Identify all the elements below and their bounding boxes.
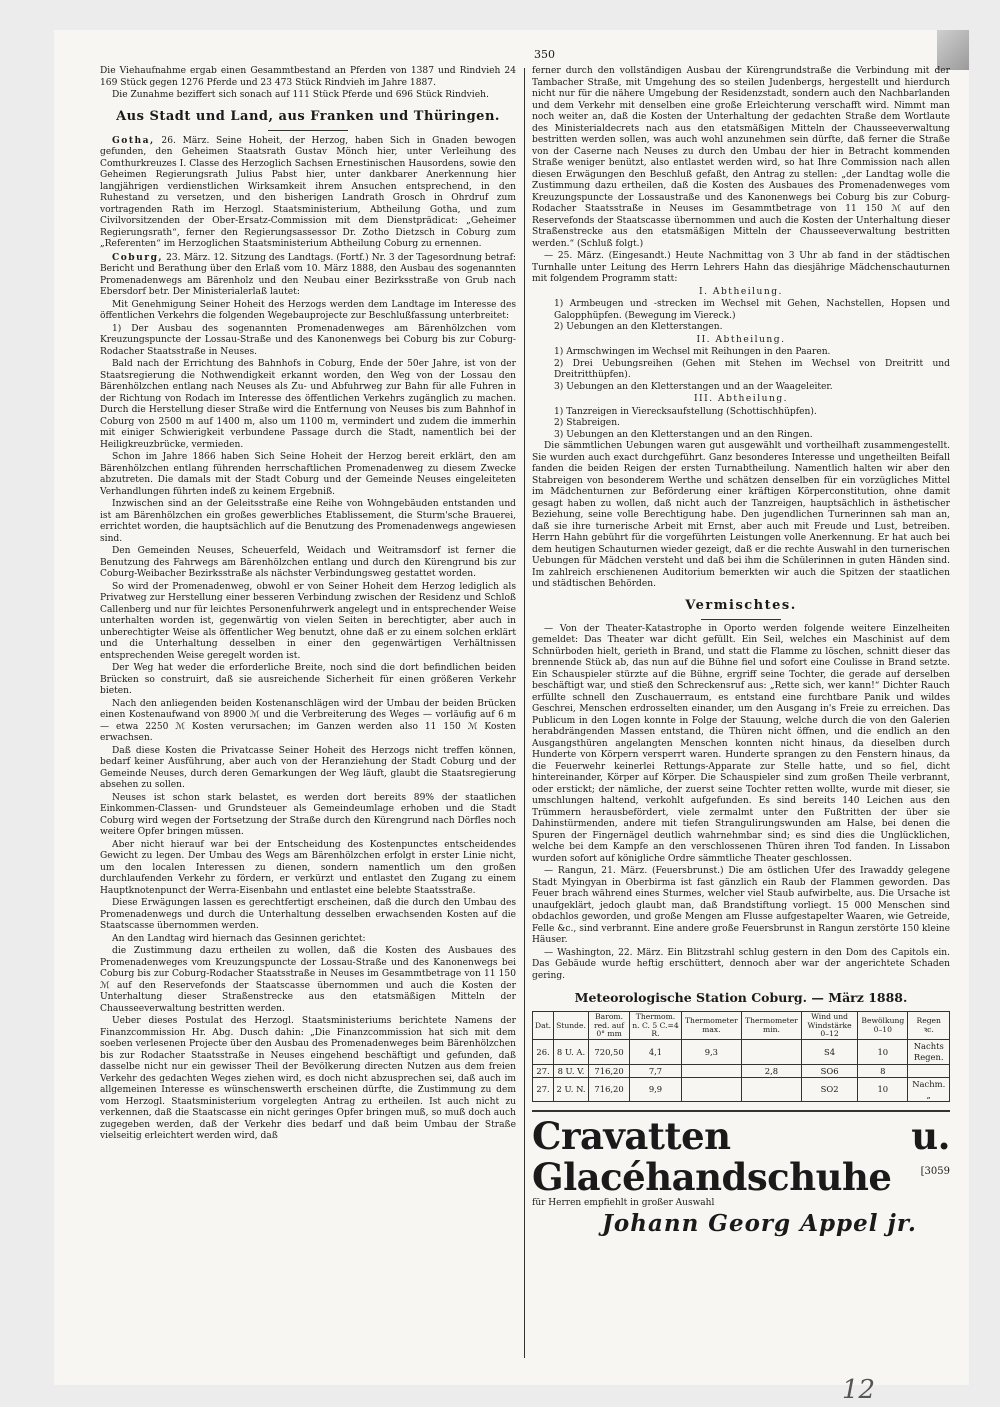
- paragraph: Aber nicht hierauf war bei der Entscheidung des Kostenpunctes entscheidendes Gewicht zu legen. Der Umbau des Wegs am Bärenhölzchen erfolgt in erster Linie nicht, um den localen Interessen zu dienen, sondern namentlich um den großen durchlaufenden Verkehr zu fördern, er verkürzt und entlastet den Zugang zu einem Hauptknotenpunct der Werra-Eisenbahn und entlastet eine belebte Staatsstraße.: [100, 839, 516, 896]
- paragraph: Neuses ist schon stark belastet, es werden dort bereits 89% der staatlichen Einkommen-Classen- und Grundsteuer als Gemeindeumlage erhoben und die Stadt Coburg wird wegen der Fortsetzung der Straße durch den Kürengrund nach Dörfles noch weitere Opfer bringen müssen.: [100, 792, 516, 838]
- section-rule: [268, 130, 348, 131]
- table-cell: 716,20: [588, 1078, 629, 1102]
- table-cell: 27.: [533, 1078, 554, 1102]
- table-row: [533, 1064, 950, 1078]
- paragraph: — 25. März. (Eingesandt.) Heute Nachmittag von 3 Uhr ab fand in der städtischen Turnhalle unter Leitung des Herrn Lehrers Hahn das diesjährige Mädchenschauturnen mit folgendem Programm statt:: [532, 251, 950, 284]
- program-item: 3) Uebungen an den Kletterstangen und an den Ringen.: [554, 429, 813, 440]
- paragraph: Diese Erwägungen lassen es gerechtfertigt erscheinen, daß die durch den Umbau des Promenadenwegs und durch die Unterhaltung desselben erwachsenden Kosten auf die Staatscasse übernommen werden.: [100, 898, 516, 932]
- weather-table: [532, 1011, 950, 1102]
- table-cell: 4,1: [630, 1040, 682, 1064]
- table-cell: 10: [858, 1040, 908, 1064]
- table-cell: SO6: [801, 1064, 857, 1078]
- intro-paragraph-2: Die Zunahme beziffert sich sonach auf 111 Stück Pferde und 696 Stück Rindvieh.: [112, 90, 489, 100]
- paragraph: ferner durch den vollständigen Ausbau der Kürengrundstraße die Verbindung mit der Tambacher Straße, mit Umgehung des so steilen Judenbergs, hergestellt und hierdurch nicht nur für die nähere Umgebung der Residenzstadt, sondern auch den Nachbarlanden und dem Verkehr mit denselben eine große Erleichterung verschafft wird. Nimmt man noch weiter an, daß die Kosten der Unterhaltung der gedachten Straße dem Wortlaute des Ministerialdecrets nach aus den etatsmäßigen Mitteln der Chausseeverwaltung bestritten werden sollen, was auch wohl anzunehmen sein dürfte, daß ferner die Straße von der Caserne nach Neuses zu durch den Umbau der hier in Betracht kommenden Straße weniger benützt, also entlastet werden wird, so hat Ihre Commission nach allen diesen Erwägungen den Beschluß gefaßt, den Antrag zu stellen: „der Landtag wolle die Zustimmung dazu ertheilen, daß die Kosten des Ausbaues des Promenadenweges vom Kreuzungspuncte der Lossaustraße und des Kanonenwegs bei Coburg bis zur Coburg-Rodacher Staatsstraße in Neuses im Gesammtbetrage von 11 150 ℳ auf den Reservefonds der Staatscasse übernommen und auch die Kosten der Unterhaltung dieser Straßenstrecke aus den etatsmäßigen Mitteln der Chausseeverwaltung bestritten werden.“ (Schluß folgt.): [532, 66, 950, 249]
- weather-header: Bewölkung 0–10: [858, 1012, 908, 1040]
- table-cell: [681, 1064, 741, 1078]
- newspaper-page: [54, 30, 969, 1405]
- column-divider: [524, 68, 525, 1358]
- program-item: 3) Uebungen an den Kletterstangen und an der Waageleiter.: [554, 381, 833, 392]
- paragraph: 1) Der Ausbau des sogenannten Promenadenweges am Bärenhölzchen vom Kreuzungspuncte der Lossau-Straße und des Kanonenwegs bei Coburg bis zur Coburg-Rodacher Staatsstraße in Neuses.: [100, 323, 516, 357]
- table-row: [533, 1040, 950, 1064]
- scan-edge: [937, 30, 969, 70]
- program-item: 1) Armbeugen und -strecken im Wechsel mit Gehen, Nachstellen, Hopsen und Galopphüpfen. (Bewegung im Viereck.): [554, 299, 950, 321]
- weather-header: Regen ꝛc.: [908, 1012, 950, 1040]
- right-column: [532, 66, 950, 1238]
- gotha-paragraph: [100, 135, 516, 251]
- paragraph: Inzwischen sind an der Geleitsstraße eine Reihe von Wohngebäuden entstanden und ist am Bärenhölzchen ein großes gewerbliches Etablissement, die Sturm'sche Brauerei, errichtet worden, die hauptsächlich auf die Benutzung des Promenadenwegs angewiesen sind.: [100, 499, 516, 544]
- table-cell: 2,8: [741, 1064, 801, 1078]
- table-cell: 9,3: [681, 1040, 741, 1064]
- ad-merchant-name: Johann Georg Appel jr.: [602, 1210, 917, 1238]
- paragraph: Die sämmtlichen Uebungen waren gut ausgewählt und vortheilhaft zusammengestellt. Sie wurden auch exact durchgeführt. Ganz besonderes Interesse und ungetheilten Beifall fanden die beiden Reigen der ersten Turnabtheilung. Namentlich halten wir aber den Stabreigen von besonderem Werthe und schätzen denselben für ein vorzügliches Mittel im Mädchenturnen zur Beförderung einer kräftigen Körperconstitution, ohne damit gesagt haben zu wollen, daß nicht auch der Tanzreigen, hauptsächlich in ästhetischer Beziehung, seine volle Berechtigung habe. Den jugendlichen Turnerinnen sah man an, daß sie ihre turnerische Arbeit mit Ernst, aber auch mit Freude und Lust, betreiben. Herrn Hahn gebührt für die vorgeführten Leistungen volle Anerkennung. Er hat auch bei dem heutigen Schauturnen wieder gezeigt, daß er die rechte Auswahl in den turnerischen Uebungen für Mädchen versteht und daß bei ihm die Schülerinnen in guten Händen sind. Im zahlreich erschienenen Auditorium bemerkten wir auch die Spitzen der staatlichen und städtischen Behörden.: [532, 441, 950, 589]
- section-rule: [701, 619, 781, 620]
- table-cell: SO2: [801, 1078, 857, 1102]
- weather-title: Meteorologische Station Coburg. — März 1888.: [574, 990, 908, 1006]
- vermischtes-title: Vermischtes.: [685, 597, 797, 613]
- paragraph: So wird der Promenadenweg, obwohl er von Seiner Hoheit dem Herzog lediglich als Privatweg zur Herstellung einer besseren Verbindung zwischen der Residenz und Schloß Callenberg und nur für leichtes Personenfuhrwerk angelegt und in entsprechender Weise unterhalten worden ist, gegenwärtig von vielen Seiten in berechtigter, aber auch in unberechtigter Weise als öffentlicher Weg benutzt, ohne daß er zu einem solchen erklärt und die Unterhaltung desselben in einer den gegenwärtigen Verhältnissen entsprechenden Weise geregelt worden ist.: [100, 581, 516, 661]
- news-item: — Washington, 22. März. Ein Blitzstrahl schlug gestern in den Dom des Capitols ein. Das Gebäude wurde heftig erschüttert, dennoch aber war der angerichtete Schaden gering.: [532, 947, 950, 981]
- program-item: 2) Stabreigen.: [554, 418, 620, 428]
- news-item: — Rangun, 21. März. (Feuersbrunst.) Die am östlichen Ufer des Irawaddy gelegene Stadt Myingyan in Oberbirma ist fast gänzlich ein Raub der Flammen geworden. Das Feuer brach während eines Sturmes, welcher viel Staub aufwirbelte, aus. Die Ursache ist unaufgeklärt, jedoch glaubt man, daß Brandstiftung vorliegt. 15 000 Menschen sind obdachlos geworden, und große Mengen am Flusse aufgestapelter Waaren, wie Getreide, Felle &c., sind verbrannt. Eine andere große Feuersbrunst in Rangun zerstörte 150 kleine Häuser.: [532, 866, 950, 946]
- coburg-text: 23. März. 12. Sitzung des Landtags. (Fortf.) Nr. 3 der Tagesordnung betraf: Bericht und Berathung über den Erlaß vom 10. März 1888, den Ausbau des sogenannten Promenadenwegs am Bärenholz und den Neubau einer Bezirksstraße von Grub nach Ebersdorf betr. Der Ministerialerlaß lautet:: [100, 252, 516, 298]
- table-cell: 720,50: [588, 1040, 629, 1064]
- weather-header: Wind und Windstärke 0–12: [801, 1012, 857, 1040]
- paragraph: An den Landtag wird hiernach das Gesinnen gerichtet:: [112, 933, 366, 944]
- table-cell: 8 U. A.: [554, 1040, 589, 1064]
- ad-line: für Herren empfiehlt in großer Auswahl: [532, 1197, 715, 1208]
- news-item: — Von der Theater-Katastrophe in Oporto werden folgende weitere Einzelheiten gemeldet: Das Theater war dicht gefüllt. Ein Seil, welches ein Maschinist auf dem Schnürboden hielt, gerieth in Brand, und statt die Flamme zu löschen, schnitt dieser das brennende Stück ab, das nun auf die Bühne fiel und sofort eine Coulisse in Brand setzte. Ein Schauspieler stürzte auf die Bühne, ergriff seine Tochter, die gerade auf derselben beschäftigt war, und stieß den Schreckensruf aus: „Rette sich, wer kann!“ Dichter Rauch erfüllte schnell den Zuschauerraum, es entstand eine furchtbare Panik und wildes Geschrei, Menschen erdrosselten einander, um den Ausgang in's Freie zu erreichen. Das Publicum in den Logen konnte in Folge der Stauung, welche durch die von den Galerien herabdrängenden Massen entstand, die Thüren nicht öffnen, und die endlich an den Ausgangsthüren angelangten Menschen konnten nicht hinaus, da dieselben durch Hunderte von Körpern versperrt waren. Hunderte sprangen zu den Fenstern hinaus, da die Feuerwehr keinerlei Rettungs-Apparate zur Stelle hatte, und so fiel, dicht hintereinander, Körper auf Körper. Die Schauspieler sind zum großen Theile verbrannt, oder erstickt; der nämliche, der zuerst seine Tochter retten wollte, wurde mit dieser, sie umschlungen haltend, verkohlt aufgefunden. Es sind bereits 140 Leichen aus den Trümmern herausbefördert, viele zermalmt unter den Fußtritten der über sie Dahinstürmenden, andere mit tiefen Strangulirungswunden am Halse, bei denen die Spuren der Fingernägel deutlich wahrnehmbar sind; es sind dies die Unglücklichen, welche bei dem Kampfe an den verschlossenen Thüren ihren Tod fanden. In Lissabon wurden sofort auf königliche Ordre sämmtliche Theater geschlossen.: [532, 623, 950, 864]
- table-cell: 8 U. V.: [554, 1064, 589, 1078]
- handwritten-mark: 12: [842, 1375, 876, 1405]
- weather-header: Thermometer min.: [741, 1012, 801, 1040]
- paragraph: Der Weg hat weder die erforderliche Breite, noch sind die dort befindlichen beiden Brücken so construirt, daß sie ausreichende Sicherheit für einen größeren Verkehr bieten.: [100, 663, 516, 697]
- program-item: 2) Drei Uebungsreihen (Gehen mit Stehen im Wechsel von Dreitritt und Dreitritthüpfen).: [554, 358, 950, 380]
- table-cell: 716,20: [588, 1064, 629, 1078]
- program-heading-3: III. Abtheilung.: [693, 394, 789, 404]
- table-row: [533, 1078, 950, 1102]
- ad-title: Cravatten u. Glacéhandschuhe: [532, 1114, 950, 1200]
- ad-number: [3059: [920, 1166, 950, 1178]
- intro-paragraph-1: Die Viehaufnahme ergab einen Gesammtbestand an Pferden von 1387 und Rindvieh 24 169 Stück gegen 1276 Pferde und 23 473 Stück Rindvieh im Jahre 1887.: [100, 66, 516, 88]
- paragraph: Daß diese Kosten die Privatcasse Seiner Hoheit des Herzogs nicht treffen können, bedarf keiner Ausführung, aber auch von der Heranziehung der Stadt Coburg und der Gemeinde Neuses, durch deren Gemarkungen der Weg läuft, glaubt die Staatsregierung absehen zu sollen.: [100, 745, 516, 791]
- gotha-text: 26. März. Seine Hoheit, der Herzog, haben Sich in Gnaden bewogen gefunden, den Geheimen Staatsrath Gustav Mönch hier, unter Verleihung des Comthurkreuzes I. Classe des Herzoglich Sachsen Ernestinischen Hausordens, sowie den Geheimen Regierungsrath Julius Pabst hier, unter dankbarer Anerkennung hier langjährigen verdienstlichen Wirksamkeit ihrem Ansuchen entsprechend, in den Ruhestand zu versetzen, und den bisherigen Landrath Grosch in Ohrdruf zum vortragenden Rath im Herzogl. Staatsministerium, Abtheilung Gotha, und zum Civilvorsitzenden der Ober-Ersatz-Commission mit dem Dienstprädicat: „Geheimer Regierungsrath“, ferner den Regierungsassessor Dr. Zotho Dietzsch in Coburg zum „Referenten“ im Herzoglichen Staatsministerium Abtheilung Coburg zu ernennen.: [100, 135, 516, 250]
- gotha-place: Gotha,: [112, 134, 155, 146]
- paragraph: Den Gemeinden Neuses, Scheuerfeld, Weidach und Weitramsdorf ist ferner die Benutzung des Fahrwegs am Bärenhölzchen entlang und durch den Kürengrund bis zur Coburg-Weibacher Bezirksstraße als nächster Verbindungsweg gestattet worden.: [100, 546, 516, 580]
- table-cell: 27.: [533, 1064, 554, 1078]
- left-column: [100, 66, 516, 1144]
- table-cell: [908, 1064, 950, 1078]
- program-heading-1: I. Abtheilung.: [699, 286, 783, 297]
- table-cell: [741, 1040, 801, 1064]
- paragraph: Schon im Jahre 1866 haben Sich Seine Hoheit der Herzog bereit erklärt, den am Bärenhölzchen entlang führenden herrschaftlichen Promenadenweg zu diesem Zwecke abzutreten. Die damals mit der Stadt Coburg und der Gemeinde Neuses eingeleiteten Verhandlungen führten indeß zu keinem Ergebniß.: [100, 452, 516, 497]
- paragraph: Ueber dieses Postulat des Herzogl. Staatsministeriums berichtete Namens der Finanzcommission Hr. Abg. Dusch dahin: „Die Finanzcommission hat sich mit dem soeben verlesenen Projecte über den Ausbau des Promenadenweges beim Bärenhölzchen bis zur Rodacher Staatsstraße in Neuses eingehend beschäftigt und gefunden, daß dasselbe nicht nur ein gewisser Theil der Bevölkerung directen Nutzen aus dem freien Verkehr des gedachten Weges ziehen wird, es doch nicht abzusprechen sei, daß auch im allgemeinen Interesse es wünschenswerth erscheinen dürfte, die Zustimmung zu dem vom Herzogl. Staatsministerium vorgelegten Antrag zu ertheilen. Ist auch nicht zu verkennen, daß die Staatscasse ein nicht geringes Opfer bringen muß, so muß doch auch zugegeben werden, daß der Verkehr dies bedarf und daß beim Umbau der Straße vielseitig erleichtert werden wird, daß: [100, 1016, 516, 1142]
- table-cell: 10: [858, 1078, 908, 1102]
- advertisement: [532, 1110, 950, 1238]
- table-cell: Nachts Regen.: [908, 1040, 950, 1064]
- section-title: Aus Stadt und Land, aus Franken und Thüringen.: [116, 108, 500, 124]
- weather-header: Dat.: [533, 1012, 554, 1040]
- weather-header: Thermom. n. C. 5 C.=4 R.: [630, 1012, 682, 1040]
- paragraph: Nach den anliegenden beiden Kostenanschlägen wird der Umbau der beiden Brücken einen Kostenaufwand von 8900 ℳ und die Verbreiterung des Weges — vorläufig auf 6 m — etwa 2250 ℳ Kosten verursachen; im Ganzen werden also 11 150 ℳ Kosten erwachsen.: [100, 698, 516, 744]
- weather-header-row: [533, 1012, 950, 1040]
- program-heading-2: II. Abtheilung.: [696, 334, 786, 345]
- table-cell: Nachm. „: [908, 1078, 950, 1102]
- table-cell: [741, 1078, 801, 1102]
- table-cell: 8: [858, 1064, 908, 1078]
- program-item: 1) Armschwingen im Wechsel mit Reihungen in den Paaren.: [554, 347, 831, 357]
- paragraph: Bald nach der Errichtung des Bahnhofs in Coburg, Ende der 50er Jahre, ist von der Staatsregierung die Nothwendigkeit erkannt worden, den Weg von der Lossau den Bärenhölzchen entlang nach Neuses als Zu- und Abfuhrweg zur Bahn für alle Fuhren in der Richtung von Rodach im Interesse des öffentlichen Verkehrs zugänglich zu machen. Durch die Herstellung dieser Straße wird die Entfernung von Neuses bis zum Bahnhof in Coburg von 2500 m auf 1400 m, also um 1100 m, vermindert und zudem die immerhin mit einiger Schwierigkeit verbundene Passage durch die Stadt, namentlich bei der Heiligkreuzbrücke, vermieden.: [100, 359, 516, 450]
- page-number: 350: [534, 48, 555, 61]
- coburg-paragraph: [100, 252, 516, 299]
- paragraph: die Zustimmung dazu ertheilen zu wollen, daß die Kosten des Ausbaues des Promenadenweges vom Kreuzungspuncte der Lossau-Straße und des Kanonenwegs bei Coburg bis zur Coburg-Rodacher Staatsstraße in Neuses im Gesammtbetrage von 11 150 ℳ auf den Reservefonds der Staatscasse übernommen und auch die Kosten der Unterhaltung dieser Straßenstrecke aus den etatsmäßigen Mitteln der Chausseeverwaltung bestritten werden.: [100, 946, 516, 1014]
- table-cell: 2 U. N.: [554, 1078, 589, 1102]
- weather-header: Barom. red. auf 0° mm: [588, 1012, 629, 1040]
- program-item: 2) Uebungen an den Kletterstangen.: [554, 322, 723, 332]
- coburg-place: Coburg,: [112, 251, 164, 263]
- table-cell: 26.: [533, 1040, 554, 1064]
- weather-header: Thermometer max.: [681, 1012, 741, 1040]
- table-cell: 9,9: [630, 1078, 682, 1102]
- weather-header: Stunde.: [554, 1012, 589, 1040]
- table-cell: [681, 1078, 741, 1102]
- program-item: 1) Tanzreigen in Vierecksaufstellung (Schottischhüpfen).: [554, 406, 817, 417]
- table-cell: 7,7: [630, 1064, 682, 1078]
- paragraph: Mit Genehmigung Seiner Hoheit des Herzogs werden dem Landtage im Interesse des öffentlichen Verkehrs die folgenden Wegebauprojecte zur Beschlußfassung unterbreitet:: [100, 299, 516, 322]
- table-cell: S4: [801, 1040, 857, 1064]
